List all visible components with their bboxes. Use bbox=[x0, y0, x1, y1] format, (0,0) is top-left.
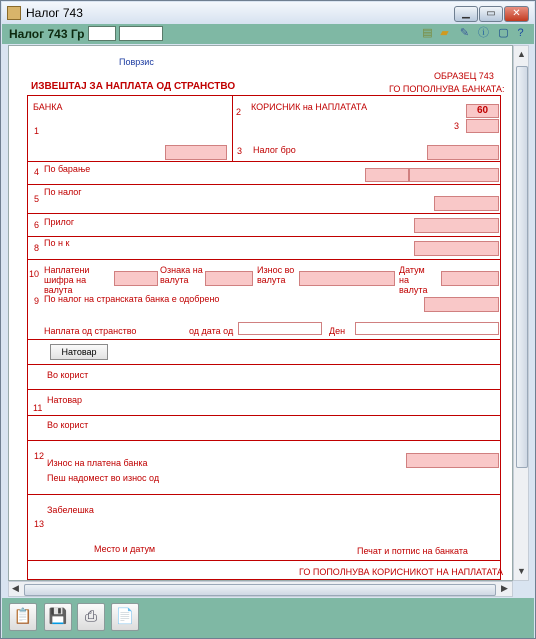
currency-label: Ознака на валута bbox=[160, 265, 203, 285]
scroll-right-icon[interactable]: ▶ bbox=[501, 583, 508, 593]
natovar-button[interactable]: Натовар bbox=[50, 344, 108, 360]
line-394 bbox=[27, 440, 501, 441]
row1-divider bbox=[232, 95, 233, 161]
den-field[interactable] bbox=[355, 322, 499, 335]
scroll-up-icon[interactable]: ▲ bbox=[517, 49, 526, 59]
minimize-button[interactable]: ▁ bbox=[454, 6, 478, 22]
paid-bank-field[interactable] bbox=[406, 453, 499, 468]
link-povrzis[interactable]: Поврзис bbox=[119, 57, 154, 67]
fee-label: Пеш надомест во износ од bbox=[47, 473, 160, 483]
info-icon[interactable]: ⓘ bbox=[478, 27, 489, 39]
nalog-field[interactable] bbox=[427, 145, 499, 160]
frame-left bbox=[27, 95, 28, 581]
pen-icon[interactable]: ✎ bbox=[459, 27, 470, 39]
paid-bank-label: Износ на платена банка bbox=[47, 458, 148, 468]
horizontal-scrollbar[interactable] bbox=[8, 581, 513, 597]
row5-num: 5 bbox=[34, 194, 40, 204]
date-label: Датум на валута bbox=[399, 265, 428, 295]
date-field[interactable] bbox=[441, 271, 499, 286]
line-213 bbox=[27, 259, 501, 260]
row2-num: 2 bbox=[236, 107, 242, 117]
for-bank-label: ГО ПОПОЛНУВА БАНКАТА: bbox=[389, 84, 505, 94]
bottom-toolbar bbox=[2, 598, 534, 638]
row12-num: 12 bbox=[34, 451, 45, 461]
row6-num: 6 bbox=[34, 220, 40, 230]
from-date-label: од дата од bbox=[189, 326, 234, 336]
report-title: ИЗВЕШТАЈ ЗА НАПЛАТА ОД СТРАНСТВО bbox=[31, 81, 236, 92]
prilog-field[interactable] bbox=[414, 218, 499, 233]
ponk-label: По н к bbox=[44, 238, 70, 248]
group-input-1[interactable] bbox=[88, 26, 116, 41]
vertical-scrollbar[interactable] bbox=[513, 45, 529, 581]
payment-label: Наплата од странство bbox=[44, 326, 137, 336]
group-input-2[interactable] bbox=[119, 26, 163, 41]
footer-label: ГО ПОПОЛНУВА КОРИСНИКОТ НА НАПЛАТАТА bbox=[299, 567, 504, 577]
nalog-num: 3 bbox=[237, 146, 243, 156]
maximize-button[interactable]: ▭ bbox=[479, 6, 503, 22]
place-date-label: Место и датум bbox=[94, 544, 156, 554]
clipboard-icon[interactable]: 📋 bbox=[9, 603, 37, 631]
form-code: ОБРАЗЕЦ 743 bbox=[434, 71, 494, 81]
scroll-left-icon[interactable]: ◀ bbox=[12, 583, 19, 593]
help-icon[interactable]: ? bbox=[517, 27, 524, 39]
line-167 bbox=[27, 213, 501, 214]
amount-field[interactable] bbox=[299, 271, 395, 286]
form-label: Налог 743 Гр bbox=[9, 27, 85, 41]
approved-label: По налог на странската банка е одобрено bbox=[44, 294, 220, 304]
po-nalog-field[interactable] bbox=[434, 196, 499, 211]
horizontal-scroll-thumb[interactable] bbox=[24, 584, 496, 596]
title-bar bbox=[2, 2, 534, 24]
po-barane-label: По барање bbox=[44, 164, 91, 174]
den-label: Ден bbox=[329, 326, 346, 336]
line-293 bbox=[27, 339, 501, 340]
save-icon[interactable]: 💾 bbox=[44, 603, 72, 631]
line-318 bbox=[27, 364, 501, 365]
vo-korist-1-label: Во корист bbox=[47, 370, 89, 380]
frame-top bbox=[27, 95, 501, 96]
window-title: Налог 743 bbox=[26, 6, 83, 20]
line-138 bbox=[27, 184, 501, 185]
line-343 bbox=[27, 389, 501, 390]
bank-label: БАНКА bbox=[33, 102, 63, 112]
vo-korist-2-label: Во корист bbox=[47, 420, 89, 430]
close-button[interactable]: ✕ bbox=[504, 6, 529, 22]
paid-code-field[interactable] bbox=[114, 271, 158, 286]
po-barane-field-2[interactable] bbox=[409, 168, 499, 182]
recipient-label: КОРИСНИК на НАПЛАТАТА bbox=[251, 102, 368, 112]
window-icon[interactable]: ▢ bbox=[498, 27, 509, 39]
recipient-field-2[interactable] bbox=[466, 119, 499, 133]
paid-label: Наплатени шифра на валута bbox=[44, 265, 90, 295]
ponk-field[interactable] bbox=[414, 241, 499, 256]
vertical-scroll-thumb[interactable] bbox=[516, 66, 528, 468]
line-514 bbox=[27, 560, 501, 561]
toolbar bbox=[2, 24, 534, 44]
line-369 bbox=[27, 415, 501, 416]
row1-num: 1 bbox=[34, 126, 40, 136]
row11-num: 11 bbox=[33, 403, 43, 413]
note-label: Забелешка bbox=[47, 505, 94, 515]
row3-num: 3 bbox=[454, 121, 460, 131]
line-115 bbox=[27, 161, 501, 162]
line-533 bbox=[27, 579, 501, 580]
line-190 bbox=[27, 236, 501, 237]
row4-num: 4 bbox=[34, 167, 40, 177]
frame-right bbox=[500, 95, 501, 581]
prilog-label: Прилог bbox=[44, 217, 75, 227]
new-doc-icon[interactable]: ▤ bbox=[422, 27, 433, 39]
print-icon[interactable]: ⎙ bbox=[77, 603, 105, 631]
currency-field[interactable] bbox=[205, 271, 253, 286]
row9-num: 9 bbox=[34, 296, 40, 306]
amount-label: Износ во валута bbox=[257, 265, 295, 285]
approved-field[interactable] bbox=[424, 297, 499, 312]
nalog-label: Налог бро bbox=[253, 145, 296, 155]
bank-field[interactable] bbox=[165, 145, 227, 160]
row13-num: 13 bbox=[34, 519, 45, 529]
row10-num: 10 bbox=[29, 269, 40, 279]
natovar-label: Натовар bbox=[47, 395, 83, 405]
po-barane-field-1[interactable] bbox=[365, 168, 409, 182]
scroll-down-icon[interactable]: ▼ bbox=[517, 566, 526, 576]
document-icon[interactable]: 📄 bbox=[111, 603, 139, 631]
from-date-field[interactable] bbox=[238, 322, 322, 335]
app-icon bbox=[7, 6, 21, 20]
form-area bbox=[8, 45, 513, 581]
stamp-label: Печат и потпис на банката bbox=[357, 546, 468, 556]
po-nalog-label: По налог bbox=[44, 187, 82, 197]
recipient-code-field[interactable]: 60 bbox=[466, 104, 499, 118]
open-folder-icon[interactable]: ▰ bbox=[440, 27, 449, 39]
line-448 bbox=[27, 494, 501, 495]
row8-num: 8 bbox=[34, 243, 40, 253]
